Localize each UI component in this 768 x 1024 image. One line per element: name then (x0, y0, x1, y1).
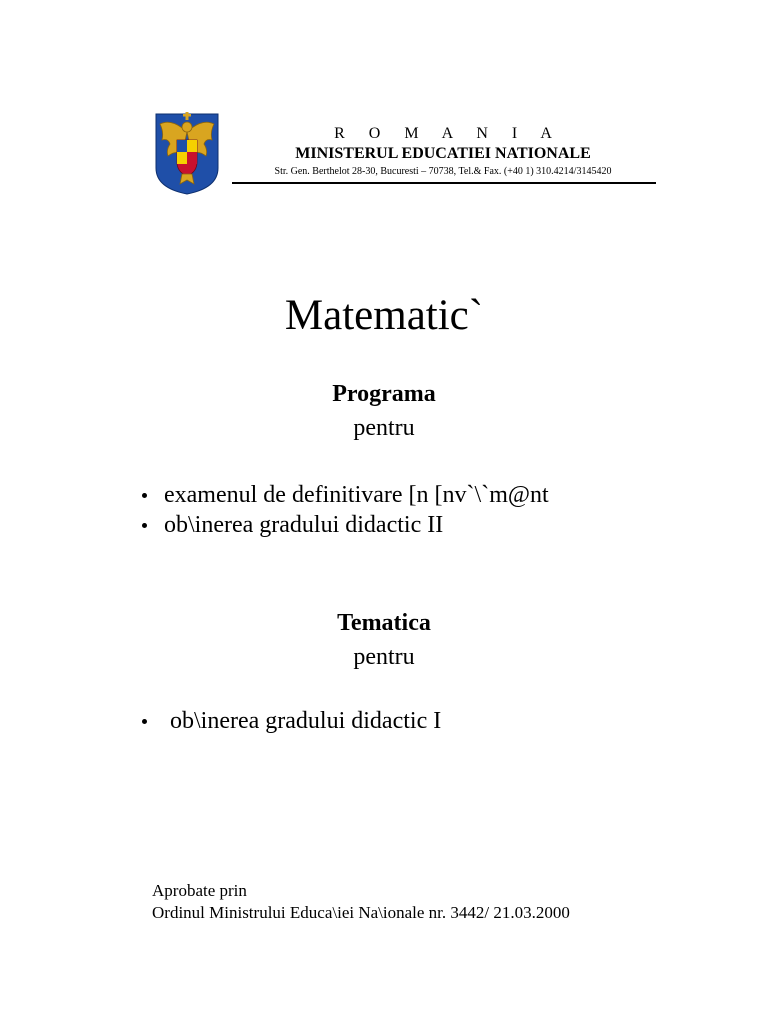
tematica-subheading: pentru (353, 644, 415, 670)
approval-line-1: Aprobate prin (152, 881, 247, 900)
letterhead (228, 124, 658, 179)
list-item (142, 480, 549, 510)
bullet-icon (142, 523, 147, 528)
list-item (142, 706, 441, 736)
list-item-text: ob\inerea gradului didactic II (164, 512, 444, 538)
list-item (142, 510, 549, 540)
approval-line-2: Ordinul Ministrului Educa\iei Na\ionale nr. 3442/ 21.03.2000 (152, 903, 570, 922)
romania-coat-of-arms (152, 110, 222, 196)
country-name: R O M A N I A (334, 125, 562, 142)
bullet-icon (142, 493, 147, 498)
list-item-text: ob\inerea gradului didactic I (170, 708, 442, 734)
programa-subheading: pentru (353, 415, 415, 441)
programa-list (142, 480, 549, 540)
approval-note (152, 880, 570, 924)
programa-heading: Programa (332, 381, 436, 407)
bullet-icon (142, 719, 147, 724)
tematica-list (142, 706, 441, 736)
list-item-text: examenul de definitivare [n [nv`\`m@nt (164, 482, 549, 508)
letterhead-divider (232, 182, 656, 184)
tematica-heading: Tematica (337, 610, 431, 636)
ministry-address: Str. Gen. Berthelot 28-30, Bucuresti – 70738, Tel.& Fax. (+40 1) 310.4214/3145420 (274, 166, 612, 177)
ministry-name: MINISTERUL EDUCATIEI NATIONALE (295, 145, 591, 162)
document-title: Matematic` (284, 292, 484, 339)
